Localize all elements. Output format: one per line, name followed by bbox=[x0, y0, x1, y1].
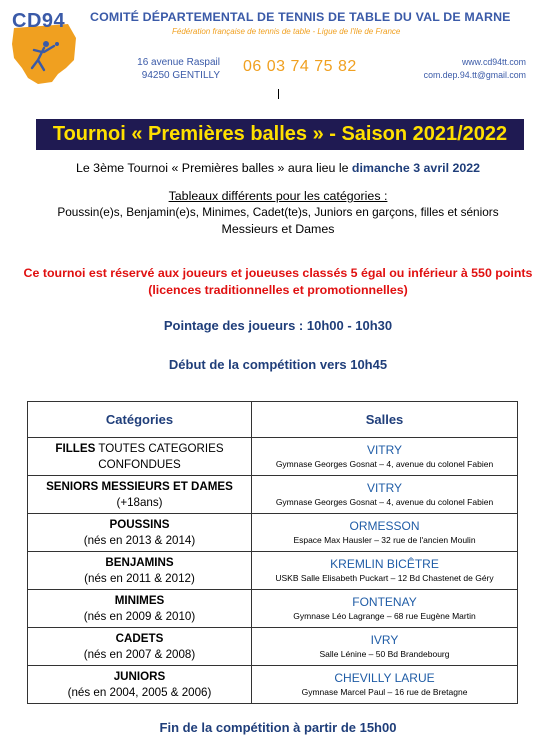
venue-cell bbox=[252, 590, 518, 628]
venue-address: Salle Lénine – 50 Bd Brandebourg bbox=[319, 649, 450, 659]
organization-subtitle: Fédération française de tennis de table - Ligue de l'Ile de France bbox=[172, 27, 401, 36]
venue-cell bbox=[252, 666, 518, 704]
category-cell bbox=[28, 590, 252, 628]
title-banner bbox=[36, 119, 524, 150]
address-line-1: 16 avenue Raspail bbox=[137, 57, 220, 68]
category-cell bbox=[28, 476, 252, 514]
tournament-date-line bbox=[0, 161, 556, 175]
table-row bbox=[28, 476, 518, 514]
check-in-time: Pointage des joueurs : 10h00 - 10h30 bbox=[163, 318, 393, 333]
venue-city: VITRY bbox=[366, 443, 403, 457]
logo-text: CD94 bbox=[12, 10, 66, 32]
venue-address: Espace Max Hausler – 32 rue de l'ancien Moulin bbox=[293, 535, 476, 545]
category-detail: (nés en 2011 & 2012) bbox=[84, 571, 195, 585]
venue-city: FONTENAY bbox=[352, 595, 417, 609]
venue-city: CHEVILLY LARUE bbox=[334, 671, 435, 685]
category-name: BENJAMINS bbox=[105, 555, 174, 569]
organization-title: COMITÉ DÉPARTEMENTAL DE TENNIS DE TABLE DU VAL DE MARNE bbox=[90, 10, 511, 24]
header-venues: Salles bbox=[252, 402, 518, 438]
category-detail: (+18ans) bbox=[116, 495, 163, 509]
end-time: Fin de la compétition à partir de 15h00 bbox=[159, 720, 397, 735]
category-name: SENIORS MESSIEURS ET DAMES bbox=[46, 479, 233, 493]
venue-address: USKB Salle Elisabeth Puckart – 12 Bd Chastenet de Géry bbox=[275, 573, 494, 583]
page-title: Tournoi « Premières balles » - Saison 2021/2022 bbox=[52, 123, 508, 145]
categories-list: Poussin(e)s, Benjamin(e)s, Minimes, Cadet(te)s, Juniors en garçons, filles et séniors bbox=[57, 205, 499, 219]
category-name: CADETS bbox=[115, 631, 164, 645]
venue-cell bbox=[252, 628, 518, 666]
category-detail: (nés en 2007 & 2008) bbox=[83, 647, 196, 661]
category-name-rest: TOUTES CATEGORIES bbox=[95, 441, 224, 455]
category-detail: CONFONDUES bbox=[98, 457, 181, 471]
venue-address: Gymnase Léo Lagrange – 68 rue Eugène Martin bbox=[293, 611, 476, 621]
tournament-date: dimanche 3 avril 2022 bbox=[351, 161, 481, 175]
categories-list-continued: Messieurs et Dames bbox=[221, 222, 335, 236]
text-cursor bbox=[278, 89, 279, 99]
table-row bbox=[28, 628, 518, 666]
venue-address: Gymnase Georges Gosnat – 4, avenue du colonel Fabien bbox=[275, 459, 494, 469]
venue-cell bbox=[252, 514, 518, 552]
address-line-2: 94250 GENTILLY bbox=[141, 70, 220, 81]
venue-city: IVRY bbox=[370, 633, 399, 647]
start-time: Début de la compétition vers 10h45 bbox=[168, 357, 388, 372]
venue-cell bbox=[252, 552, 518, 590]
table-header-row bbox=[28, 402, 518, 438]
table-row bbox=[28, 438, 518, 476]
email-link[interactable]: com.dep.94.tt@gmail.com bbox=[423, 70, 526, 80]
venue-cell bbox=[252, 476, 518, 514]
venue-address: Gymnase Marcel Paul – 16 rue de Bretagne bbox=[301, 687, 468, 697]
category-detail: (nés en 2013 & 2014) bbox=[83, 533, 196, 547]
venue-city: ORMESSON bbox=[349, 519, 420, 533]
category-detail: (nés en 2009 & 2010) bbox=[83, 609, 196, 623]
category-cell bbox=[28, 514, 252, 552]
table-row bbox=[28, 666, 518, 704]
category-cell bbox=[28, 666, 252, 704]
category-name: FILLES bbox=[55, 441, 96, 455]
cd94-logo bbox=[8, 8, 80, 86]
venue-address: Gymnase Georges Gosnat – 4, avenue du colonel Fabien bbox=[275, 497, 494, 507]
category-cell bbox=[28, 438, 252, 476]
table-row bbox=[28, 514, 518, 552]
venue-cell bbox=[252, 438, 518, 476]
venue-city: VITRY bbox=[366, 481, 403, 495]
header-categories: Catégories bbox=[28, 402, 252, 438]
category-cell bbox=[28, 628, 252, 666]
category-detail: (nés en 2004, 2005 & 2006) bbox=[67, 685, 212, 699]
eligibility-warning: Ce tournoi est réservé aux joueurs et joueuses classés 5 égal ou inférieur à 550 points (licences traditionnelles et promotionnelles) bbox=[23, 266, 533, 297]
venue-city: KREMLIN BICÊTRE bbox=[330, 557, 439, 571]
categories-heading: Tableaux différents pour les catégories : bbox=[168, 189, 388, 203]
category-name: POUSSINS bbox=[109, 517, 170, 531]
contact-info bbox=[400, 56, 526, 82]
category-cell bbox=[28, 552, 252, 590]
categories-venues-table bbox=[27, 401, 518, 704]
date-lead: Le 3ème Tournoi « Premières balles » aura lieu le bbox=[75, 161, 352, 175]
phone-number: 06 03 74 75 82 bbox=[243, 58, 357, 75]
category-name: JUNIORS bbox=[113, 669, 166, 683]
website-link[interactable]: www.cd94tt.com bbox=[461, 57, 526, 67]
category-name: MINIMES bbox=[114, 593, 165, 607]
postal-address bbox=[100, 56, 220, 82]
table-row bbox=[28, 552, 518, 590]
table-row bbox=[28, 590, 518, 628]
